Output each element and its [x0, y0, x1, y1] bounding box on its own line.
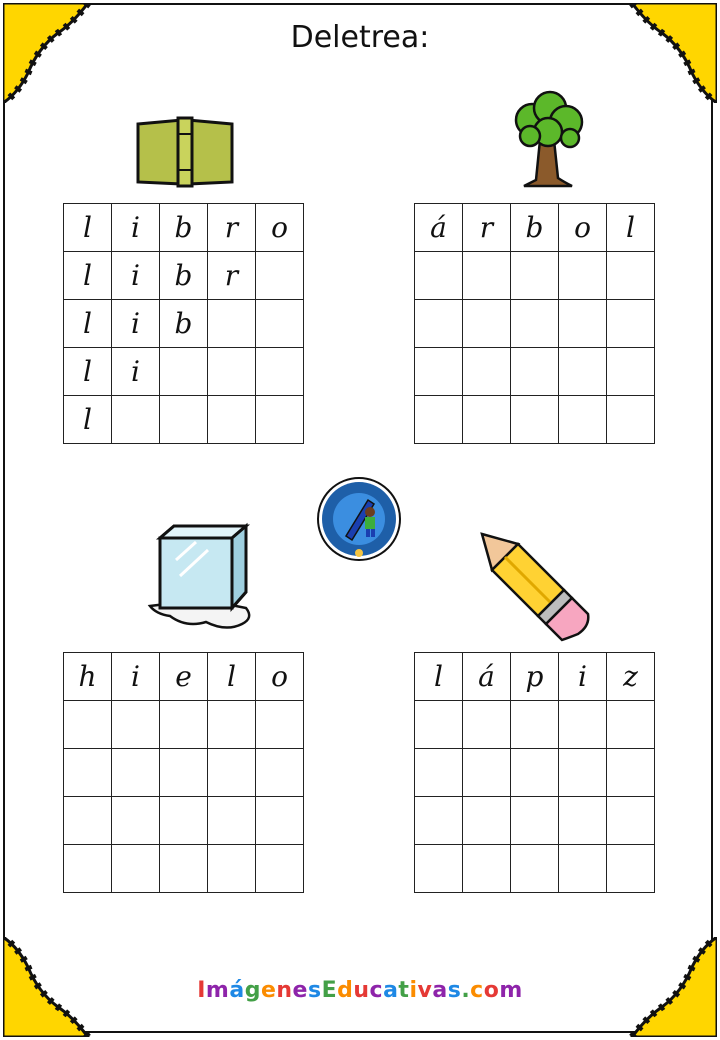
footer-letter: c	[470, 978, 484, 1003]
letter-cell[interactable]	[511, 252, 559, 300]
grid-row	[64, 653, 304, 701]
grid-row	[415, 204, 655, 252]
letter-cell[interactable]	[256, 749, 304, 797]
letter-cell[interactable]	[415, 797, 463, 845]
footer-letter: s	[307, 978, 322, 1003]
grid-row	[64, 749, 304, 797]
letter-cell[interactable]	[256, 396, 304, 444]
tree-icon	[508, 90, 588, 188]
letter-cell[interactable]: l	[64, 348, 112, 396]
letter-cell[interactable]	[112, 701, 160, 749]
letter-cell[interactable]	[511, 797, 559, 845]
pencil-icon	[478, 530, 594, 642]
letter-cell[interactable]	[208, 749, 256, 797]
letter-cell[interactable]	[256, 348, 304, 396]
grid-row	[415, 348, 655, 396]
letter-cell[interactable]: l	[64, 204, 112, 252]
letter-cell[interactable]	[208, 797, 256, 845]
letter-cell[interactable]	[112, 396, 160, 444]
grid-row	[415, 749, 655, 797]
letter-cell[interactable]: l	[208, 653, 256, 701]
footer-letter: g	[244, 978, 261, 1003]
letter-cell[interactable]	[559, 396, 607, 444]
footer-letter: s	[447, 978, 462, 1003]
grid-row	[64, 348, 304, 396]
letter-cell[interactable]	[160, 749, 208, 797]
letter-cell[interactable]: l	[64, 252, 112, 300]
grid-row	[415, 701, 655, 749]
footer-letter: o	[483, 978, 500, 1003]
footer-letter: i	[409, 978, 418, 1003]
grid-row	[415, 252, 655, 300]
spelling-grid-libro	[63, 203, 304, 444]
grid-row	[64, 300, 304, 348]
letter-cell[interactable]	[208, 396, 256, 444]
footer-letter: .	[461, 978, 471, 1003]
letter-cell[interactable]: i	[112, 252, 160, 300]
footer-brand	[0, 978, 720, 1003]
letter-cell[interactable]	[607, 252, 655, 300]
letter-cell[interactable]	[415, 348, 463, 396]
letter-cell[interactable]	[208, 348, 256, 396]
grid-row	[64, 252, 304, 300]
letter-cell[interactable]	[415, 300, 463, 348]
letter-cell[interactable]	[511, 348, 559, 396]
grid-row	[415, 396, 655, 444]
grid-row	[64, 701, 304, 749]
letter-cell[interactable]	[511, 845, 559, 893]
letter-cell[interactable]	[607, 749, 655, 797]
letter-cell[interactable]	[463, 348, 511, 396]
letter-cell[interactable]: o	[559, 204, 607, 252]
footer-letter: I	[197, 978, 206, 1003]
letter-cell[interactable]: r	[208, 204, 256, 252]
letter-cell[interactable]	[415, 396, 463, 444]
footer-letter: a	[383, 978, 399, 1003]
letter-cell[interactable]	[64, 797, 112, 845]
letter-cell[interactable]: i	[112, 653, 160, 701]
letter-cell[interactable]	[160, 701, 208, 749]
letter-cell[interactable]: r	[208, 252, 256, 300]
letter-cell[interactable]: i	[112, 204, 160, 252]
letter-cell[interactable]	[607, 701, 655, 749]
footer-letter: v	[417, 978, 433, 1003]
letter-cell[interactable]: l	[415, 653, 463, 701]
footer-letter: m	[499, 978, 523, 1003]
letter-cell[interactable]	[208, 300, 256, 348]
footer-letter: á	[229, 978, 245, 1003]
letter-cell[interactable]	[208, 701, 256, 749]
letter-cell[interactable]: b	[511, 204, 559, 252]
letter-cell[interactable]	[559, 701, 607, 749]
letter-cell[interactable]: b	[160, 252, 208, 300]
letter-cell[interactable]	[511, 701, 559, 749]
letter-cell[interactable]: b	[160, 300, 208, 348]
letter-cell[interactable]: o	[256, 653, 304, 701]
grid-row	[64, 204, 304, 252]
footer-letter: e	[292, 978, 308, 1003]
grid-row	[415, 797, 655, 845]
letter-cell[interactable]	[256, 300, 304, 348]
letter-cell[interactable]	[64, 701, 112, 749]
letter-cell[interactable]	[112, 749, 160, 797]
letter-cell[interactable]	[256, 252, 304, 300]
grid-row	[64, 396, 304, 444]
letter-cell[interactable]	[511, 749, 559, 797]
letter-cell[interactable]	[415, 701, 463, 749]
letter-cell[interactable]	[415, 845, 463, 893]
letter-cell[interactable]	[415, 252, 463, 300]
grid-row	[64, 845, 304, 893]
letter-cell[interactable]: i	[112, 300, 160, 348]
footer-letter: c	[369, 978, 384, 1003]
letter-cell[interactable]	[256, 701, 304, 749]
letter-cell[interactable]	[112, 845, 160, 893]
grid-row	[415, 653, 655, 701]
letter-cell[interactable]: h	[64, 653, 112, 701]
letter-cell[interactable]	[160, 845, 208, 893]
letter-cell[interactable]	[463, 749, 511, 797]
letter-cell[interactable]	[463, 845, 511, 893]
page-title: Deletrea:	[290, 20, 430, 55]
footer-letter: u	[353, 978, 370, 1003]
book-icon	[134, 116, 236, 188]
grid-row	[415, 845, 655, 893]
footer-letter: d	[337, 978, 354, 1003]
letter-cell[interactable]: p	[511, 653, 559, 701]
letter-cell[interactable]: b	[160, 204, 208, 252]
letter-cell[interactable]	[64, 845, 112, 893]
letter-cell[interactable]	[607, 396, 655, 444]
grid-row	[64, 797, 304, 845]
footer-letter: e	[260, 978, 277, 1003]
letter-cell[interactable]: l	[607, 204, 655, 252]
letter-cell[interactable]: z	[607, 653, 655, 701]
letter-cell[interactable]	[463, 701, 511, 749]
letter-cell[interactable]	[559, 845, 607, 893]
letter-cell[interactable]	[160, 797, 208, 845]
letter-cell[interactable]: o	[256, 204, 304, 252]
letter-cell[interactable]	[463, 797, 511, 845]
footer-letter: t	[398, 978, 410, 1003]
footer-letter: m	[205, 978, 230, 1003]
grid-row	[415, 300, 655, 348]
letter-cell[interactable]	[559, 749, 607, 797]
letter-cell[interactable]	[607, 797, 655, 845]
spelling-grid-hielo	[63, 652, 304, 893]
letter-cell[interactable]: á	[463, 653, 511, 701]
letter-cell[interactable]	[415, 749, 463, 797]
letter-cell[interactable]: r	[463, 204, 511, 252]
letter-cell[interactable]: l	[64, 300, 112, 348]
letter-cell[interactable]	[256, 845, 304, 893]
letter-cell[interactable]	[607, 348, 655, 396]
letter-cell[interactable]	[511, 300, 559, 348]
letter-cell[interactable]	[208, 845, 256, 893]
footer-letter: a	[432, 978, 448, 1003]
letter-cell[interactable]	[607, 300, 655, 348]
letter-cell[interactable]	[559, 797, 607, 845]
letter-cell[interactable]: i	[112, 348, 160, 396]
letter-cell[interactable]	[64, 749, 112, 797]
footer-letter: E	[321, 978, 338, 1003]
letter-cell[interactable]: l	[64, 396, 112, 444]
letter-cell[interactable]	[160, 396, 208, 444]
letter-cell[interactable]: i	[559, 653, 607, 701]
letter-cell[interactable]	[559, 348, 607, 396]
letter-cell[interactable]	[463, 300, 511, 348]
letter-cell[interactable]: e	[160, 653, 208, 701]
letter-cell[interactable]	[160, 348, 208, 396]
letter-cell[interactable]	[256, 797, 304, 845]
letter-cell[interactable]	[463, 252, 511, 300]
letter-cell[interactable]	[607, 845, 655, 893]
letter-cell[interactable]	[559, 300, 607, 348]
site-logo-badge	[316, 476, 402, 562]
spelling-grid-arbol	[414, 203, 655, 444]
letter-cell[interactable]	[112, 797, 160, 845]
letter-cell[interactable]	[559, 252, 607, 300]
ice-cube-icon	[146, 520, 256, 634]
footer-letter: n	[276, 978, 293, 1003]
letter-cell[interactable]	[511, 396, 559, 444]
spelling-grid-lapiz	[414, 652, 655, 893]
letter-cell[interactable]	[463, 396, 511, 444]
letter-cell[interactable]: á	[415, 204, 463, 252]
